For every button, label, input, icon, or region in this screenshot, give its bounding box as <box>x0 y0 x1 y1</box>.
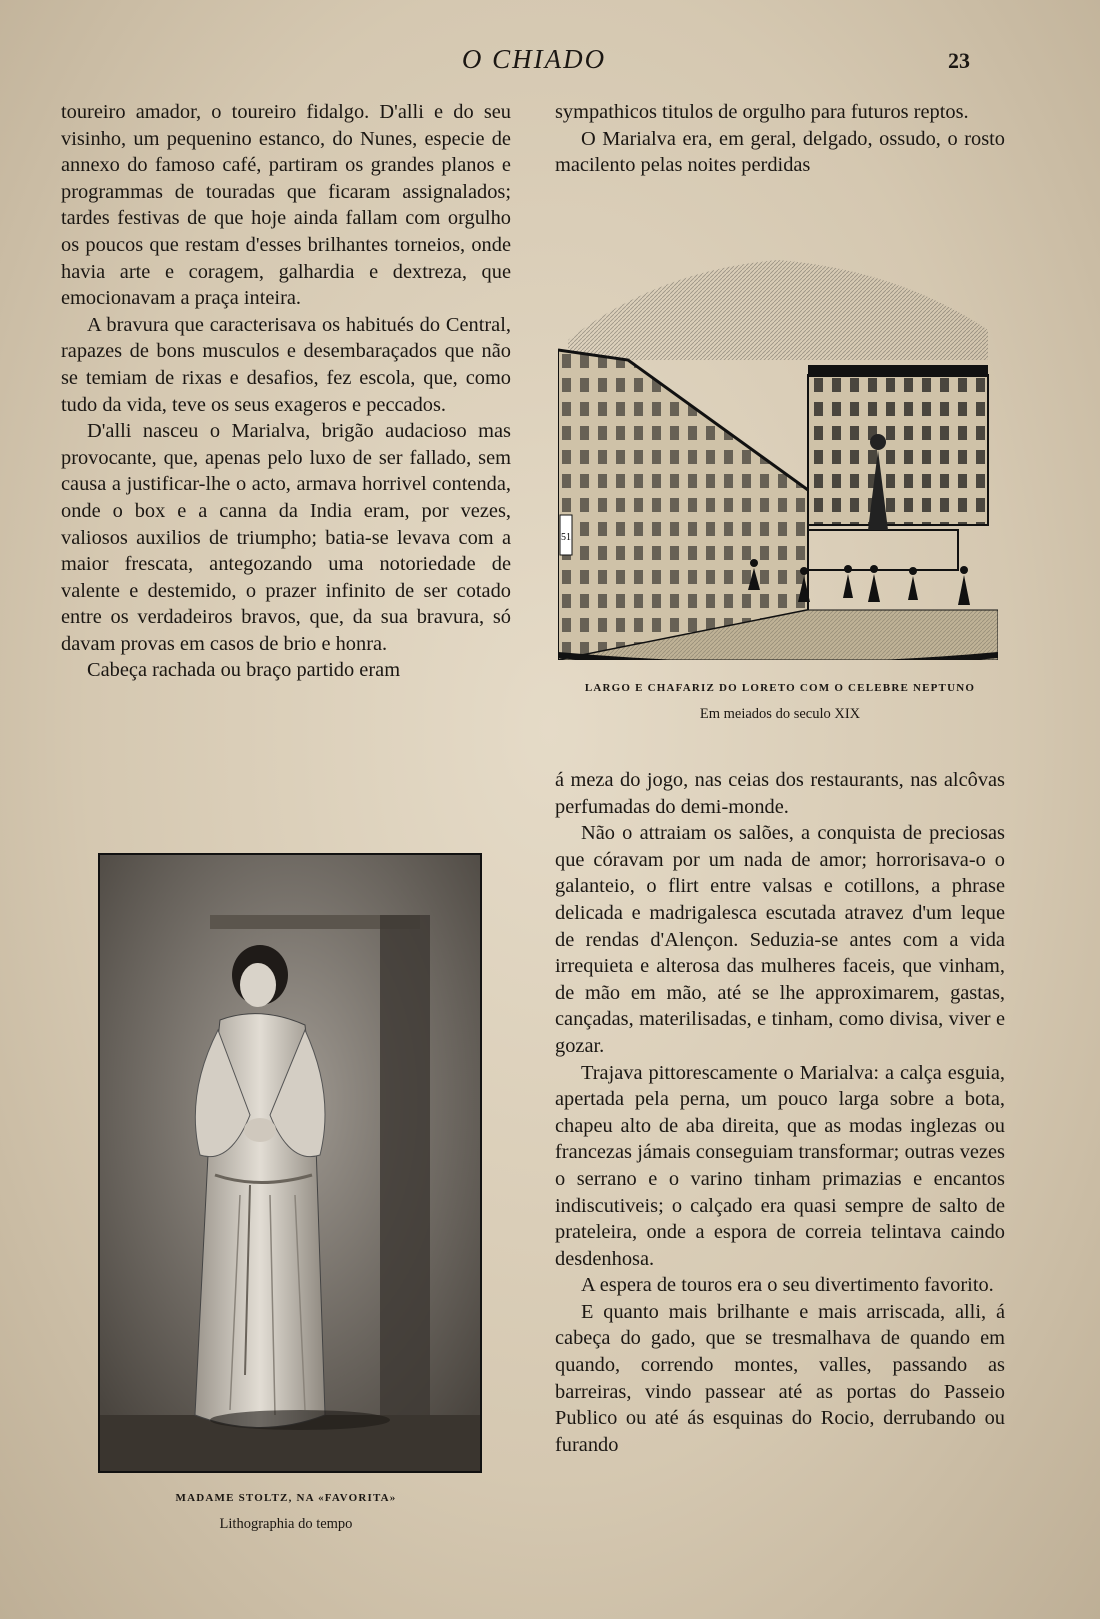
engraving-caption-title: LARGO E CHAFARIZ DO LORETO COM O CELEBRE NEPTUNO <box>584 682 976 694</box>
engraving-caption-subtitle: Em meiados do seculo XIX <box>699 706 861 722</box>
paragraph: D'alli nasceu o Marialva, brigão audacioso mas provocante, que, apenas pelo luxo de ser fallado, sem causa a justificar-lhe o acto, armava horrivel contenda, onde o box e a canna da India eram, por vezes, valiosos auxilios de triumpho; batia-se levava com a maior frescata, antegozando uma notoriedade de valente e destemido, o prazer infinito de ser cotado entre os verdadeiros bravos, que, da sua bravura, só davam provas em casos de brio e honra. <box>61 420 511 655</box>
paragraph: E quanto mais brilhante e mais arriscada, alli, á cabeça do gado, que se tresmalhava de quando em quando, correndo montes, valles, passando as barreiras, vindo passear até as portas do Passeio Publico ou até ás esquinas do Rocio, derrubando ou furando <box>555 1300 1005 1456</box>
lithograph-caption-title: MADAME STOLTZ, NA «FAVORITA» <box>175 1492 397 1504</box>
right-column-bottom-text <box>555 767 1005 1458</box>
engraving-caption <box>555 682 1005 723</box>
paragraph: Trajava pittorescamente o Marialva: a calça esguia, apertada pela perna, um pouco larga sobre a bota, chapeu alto de aba direita, que as modas inglezas ou francezas jámais conseguiam transformar; outras vezes o serrano e o varino tinham primazias e encantos indiscutiveis; o calçado era quasi sempre de salto de prateleira, onde a espora de correia telintava caindo desdenhosa. <box>555 1061 1005 1270</box>
left-column-text <box>61 99 511 684</box>
paragraph: A espera de touros era o seu divertimento favorito. <box>581 1274 994 1297</box>
running-title: O CHIADO <box>461 44 607 74</box>
lithograph-caption-subtitle: Lithographia do tempo <box>219 1516 353 1532</box>
lithograph-caption <box>61 1492 511 1533</box>
engraving-largo-loreto <box>558 230 998 660</box>
lithograph-madame-stoltz <box>98 853 482 1473</box>
svg-text:51: 51 <box>561 532 571 543</box>
paragraph: O Marialva era, em geral, delgado, ossudo, o rosto macilento pelas noites perdidas <box>555 127 1005 177</box>
paragraph: Não o attraiam os salões, a conquista de preciosas que córavam por um nada de amor; horrorisava-o o galanteio, o flirt entre valsas e cotillons, a phrase delicada e madrigalesca escutada atravez d'um leque de rendas d'Alençon. Seduzia-se antes com a vida irrequieta e alterosa das mulheres faceis, que vinham, de mão em mão, até se lhe approximarem, gastas, cançadas, materilisadas, e tinham, como divisa, viver e gozar. <box>555 822 1005 1057</box>
paragraph: Cabeça rachada ou braço partido eram <box>87 659 401 682</box>
right-column-top-text <box>555 99 1005 179</box>
paragraph: toureiro amador, o toureiro fidalgo. D'alli e do seu visinho, um pequenino estanco, do Nunes, especie de annexo do famoso café, partiram os grandes planos e programmas de touradas que ficaram assignalados; tardes festivas de que hoje ainda fallam com orgulho os poucos que restam d'esses brilhantes torneios, onde havia arte e coragem, galhardia e dextreza, que emocionavam a praça inteira. <box>61 101 511 310</box>
page-number: 23 <box>948 48 970 73</box>
paragraph: A bravura que caracterisava os habitués do Central, rapazes de bons musculos e desembaraçados que não se temiam de rixas e desafios, fez escola, que, como tudo da vida, teve os seus exageros e peccados. <box>61 313 511 416</box>
engraving-illustration <box>558 230 998 660</box>
paragraph: sympathicos titulos de orgulho para futuros reptos. <box>555 101 969 123</box>
lithograph-illustration <box>100 855 480 1471</box>
paragraph: á meza do jogo, nas ceias dos restaurants, nas alcôvas perfumadas do demi-monde. <box>555 769 1005 818</box>
